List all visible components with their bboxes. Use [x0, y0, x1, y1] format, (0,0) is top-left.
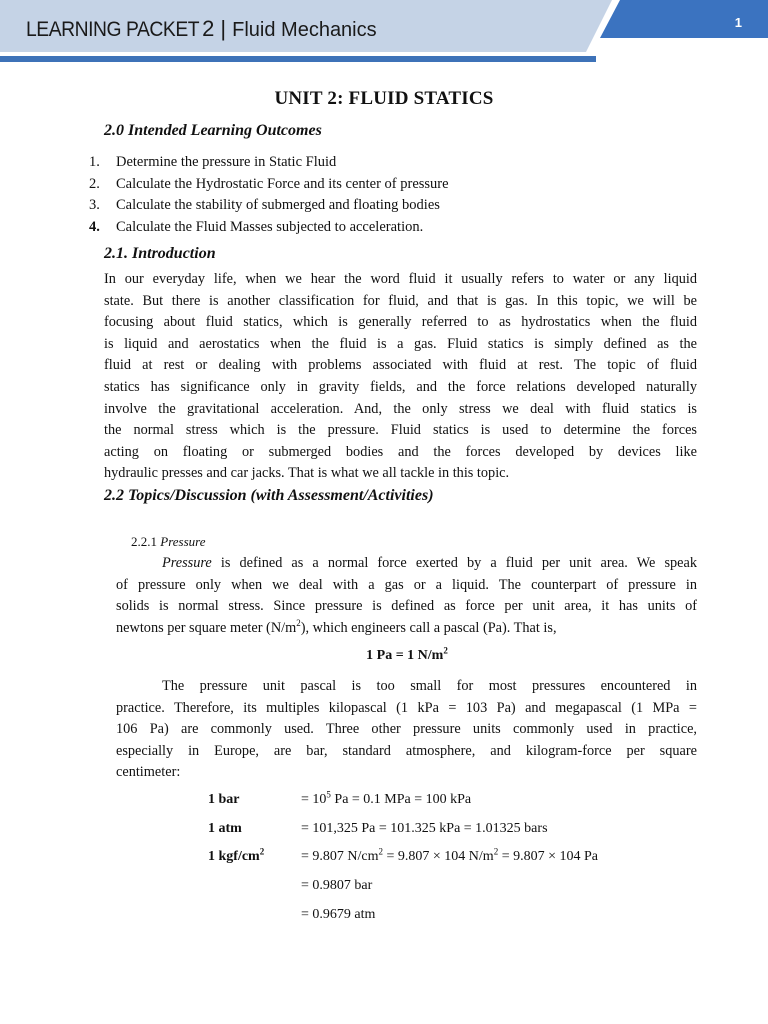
paragraph-line: fluid at rest or dealing with problems associated with fluid at rest. The topic of fluid	[104, 357, 697, 374]
value-text: = 9.807 × 104 N/m	[383, 849, 494, 864]
unit-value-kgf-bar: = 0.9807 bar	[301, 878, 373, 893]
paragraph-line: solids is normal stress. Since pressure is defined as force per unit area, it has units of	[116, 598, 697, 615]
unit-label-bar: 1 bar	[208, 792, 240, 807]
paragraph-text: newtons per square meter (N/m	[116, 619, 297, 636]
superscript: 2	[443, 645, 448, 656]
paragraph-text: is defined as a normal force exerted by a fluid per unit area. We speak	[211, 555, 697, 571]
paragraph-line: is liquid and aerostatics when the fluid is a gas. Fluid statics is simply defined as the	[104, 335, 697, 352]
subject-title: Fluid Mechanics	[232, 19, 377, 41]
unit-label-kgf	[208, 846, 265, 865]
introduction-heading: 2.1. Introduction	[104, 245, 216, 262]
superscript: 2	[378, 846, 383, 857]
paragraph-line: 106 Pa) are commonly used. Three other pressure units commonly used in practice,	[116, 721, 697, 738]
paragraph-line: hydraulic presses and car jacks. That is what we all tackle in this topic.	[104, 465, 510, 482]
topics-heading: 2.2 Topics/Discussion (with Assessment/Activities)	[104, 487, 434, 504]
list-item	[89, 217, 449, 239]
list-item-number: 1.	[89, 154, 100, 170]
header-accent-line	[0, 56, 596, 62]
paragraph-line: In our everyday life, when we hear the word fluid it usually refers to water or any liquid	[104, 271, 697, 287]
unit-title: UNIT 2: FLUID STATICS	[274, 88, 494, 109]
header-title	[26, 16, 377, 50]
list-item-text: Calculate the stability of submerged and floating bodies	[116, 197, 440, 213]
header-separator: |	[220, 16, 227, 41]
list-item	[89, 174, 449, 196]
paragraph-line: acting on floating or submerged bodies and the forces developed by devices like	[104, 443, 697, 460]
list-item-number: 2.	[89, 175, 100, 192]
list-item-text: Calculate the Fluid Masses subjected to acceleration.	[116, 218, 424, 235]
unit-value-bar	[301, 789, 472, 808]
unit-value-kgf-atm: = 0.9679 atm	[301, 907, 376, 922]
value-text: = 10	[301, 792, 327, 807]
paragraph-line: especially in Europe, are bar, standard atmosphere, and kilogram-force per square	[116, 742, 697, 759]
superscript: 2	[493, 846, 499, 857]
list-item-text: Determine the pressure in Static Fluid	[116, 154, 337, 170]
page-header	[0, 0, 768, 56]
paragraph-line: the normal stress which is the pressure. Fluid statics is used to determine the forces	[104, 422, 697, 439]
introduction-paragraph	[104, 269, 697, 485]
units-paragraph	[116, 676, 697, 784]
superscript: 2	[296, 618, 301, 629]
paragraph-line: involve the gravitational acceleration. And, the only stress we deal with fluid statics is	[104, 400, 697, 417]
paragraph-line: focusing about fluid statics, which is generally referred to as hydrostatics when the fluid	[104, 314, 697, 331]
paragraph-line: centimeter:	[116, 764, 181, 781]
unit-value-atm: = 101,325 Pa = 101.325 kPa = 1.01325 bars	[301, 821, 548, 836]
outcomes-list	[89, 152, 449, 238]
packet-label: LEARNING PACKET	[26, 18, 200, 41]
page-number: 1	[734, 15, 742, 30]
subheading-title: Pressure	[160, 534, 206, 549]
pressure-paragraph	[116, 553, 697, 639]
label-text: 1 kgf/cm	[208, 849, 260, 864]
list-item-number: 4.	[89, 218, 100, 235]
list-item	[89, 152, 449, 174]
paragraph-line: state. But there is another classification for fluid, and that is gas. In this topic, we will be	[104, 292, 697, 309]
paragraph-line	[116, 553, 697, 575]
list-item-number: 3.	[89, 197, 100, 213]
list-item	[89, 195, 449, 217]
outcomes-heading: 2.0 Intended Learning Outcomes	[104, 122, 322, 139]
unit-label-atm: 1 atm	[208, 821, 242, 836]
paragraph-line: statics has significance only in gravity fields, and the force relations developed naturally	[104, 378, 697, 395]
list-item-text: Calculate the Hydrostatic Force and its center of pressure	[116, 175, 449, 192]
value-text: = 9.807 N/cm	[301, 849, 379, 864]
paragraph-line	[116, 618, 697, 640]
paragraph-text: ), which engineers call a pascal (Pa). That is,	[300, 619, 557, 636]
value-text: Pa = 0.1 MPa = 100 kPa	[330, 792, 472, 807]
unit-value-kgf	[301, 846, 598, 865]
packet-number: 2	[202, 16, 215, 41]
pascal-equation	[0, 645, 768, 664]
paragraph-line: of pressure only when we deal with a gas or a liquid. The counterpart of pressure in	[116, 576, 697, 593]
superscript: 2	[259, 846, 265, 857]
paragraph-line: practice. Therefore, its multiples kilopascal (1 kPa = 103 Pa) and megapascal (1 MPa =	[116, 699, 697, 716]
paragraph-line: The pressure unit pascal is too small for most pressures encountered in	[162, 678, 697, 694]
value-text: = 9.807 × 104 Pa	[498, 849, 598, 864]
pressure-subheading	[131, 534, 206, 550]
subheading-number: 2.2.1	[131, 534, 157, 549]
equation-text: 1 Pa = 1 N/m	[366, 648, 444, 663]
pressure-term: Pressure	[162, 555, 212, 571]
superscript: 5	[326, 789, 331, 800]
